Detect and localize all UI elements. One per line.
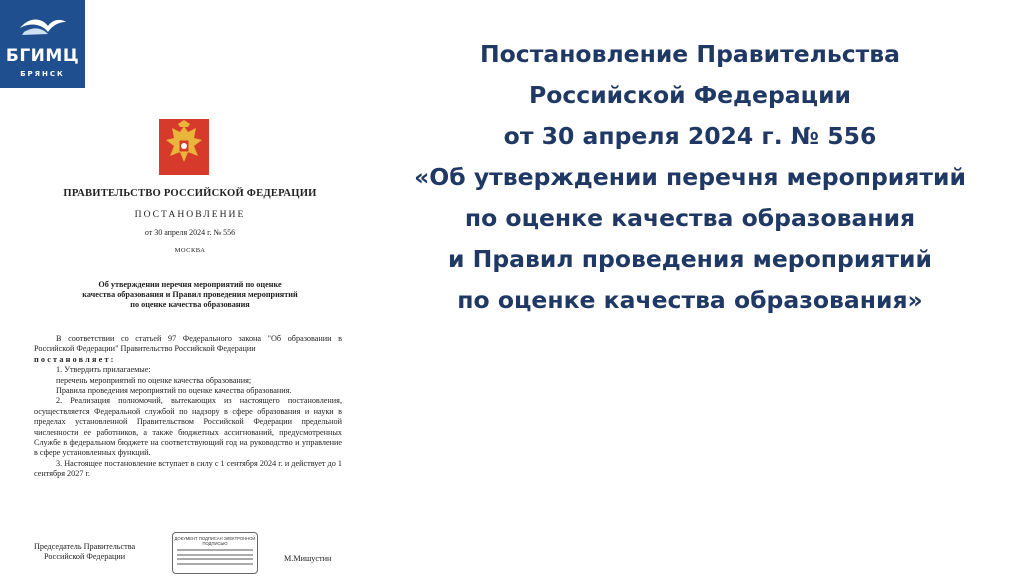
title-line: Российской Федерации bbox=[528, 81, 852, 109]
document-type: ПОСТАНОВЛЕНИЕ bbox=[134, 209, 246, 220]
logo-bird-icon bbox=[18, 14, 68, 36]
document-subject bbox=[40, 280, 340, 310]
document-government: ПРАВИТЕЛЬСТВО РОССИЙСКОЙ ФЕДЕРАЦИИ bbox=[63, 188, 317, 199]
title-line: от 30 апреля 2024 г. № 556 bbox=[503, 122, 877, 150]
subject-line: по оценке качества образования bbox=[130, 300, 250, 309]
document-item-1a: перечень мероприятий по оценке качества образования; bbox=[56, 375, 252, 385]
document-city: МОСКВА bbox=[174, 247, 206, 254]
document-item-2: 2. Реализация полномочий, вытекающих из настоящего постановления, осуществляется Федеральной службой по надзору в сфере образования и науки в пределах установленной Правительством Российской Федерации предельной численности ее работников, а также бюджетных ассигнований, предусмотренных Службе в федеральном бюджете на соответствующий год на руководство и управление в сфере установленных функций. bbox=[34, 396, 342, 458]
signer-name: М.Мишустин bbox=[284, 554, 332, 563]
stamp-text: ДОКУМЕНТ ПОДПИСАН ЭЛЕКТРОННОЙ ПОДПИСЬЮ bbox=[174, 536, 256, 546]
bgimc-logo bbox=[0, 0, 85, 88]
stamp-lines bbox=[177, 549, 253, 565]
coat-of-arms-icon bbox=[158, 118, 210, 176]
document-decrees: постановляет: bbox=[34, 354, 116, 364]
document-date-number: от 30 апреля 2024 г. № 556 bbox=[144, 228, 236, 237]
document-preamble: В соответствии со статьей 97 Федерального закона "Об образовании в Российской Федерации" Правительство Российской Федерации bbox=[34, 334, 342, 354]
title-line: «Об утверждении перечня мероприятий bbox=[414, 163, 966, 191]
title-line: по оценке качества образования» bbox=[457, 286, 923, 314]
document-item-1b: Правила проведения мероприятий по оценке качества образования. bbox=[56, 386, 292, 396]
electronic-signature-stamp bbox=[172, 532, 258, 574]
title-line: и Правил проведения мероприятий bbox=[448, 245, 932, 273]
signer-title-line: Председатель Правительства bbox=[34, 542, 136, 551]
document-item-1: 1. Утвердить прилагаемые: bbox=[56, 365, 151, 375]
logo-abbreviation: БГИМЦ bbox=[5, 46, 80, 66]
title-line: Постановление Правительства bbox=[479, 40, 901, 68]
subject-line: Об утверждении перечня мероприятий по оценке bbox=[98, 280, 282, 289]
signer-title bbox=[34, 542, 135, 563]
document-body bbox=[34, 334, 342, 480]
decree-document-scan bbox=[30, 112, 350, 576]
subject-line: качества образования и Правил проведения мероприятий bbox=[82, 290, 298, 299]
slide-title bbox=[370, 34, 1010, 321]
signer-title-line: Российской Федерации bbox=[44, 552, 126, 562]
title-line: по оценке качества образования bbox=[464, 204, 916, 232]
logo-city: БРЯНСК bbox=[20, 70, 65, 78]
document-item-3: 3. Настоящее постановление вступает в силу с 1 сентября 2024 г. и действует до 1 сентября 2027 г. bbox=[34, 458, 342, 479]
